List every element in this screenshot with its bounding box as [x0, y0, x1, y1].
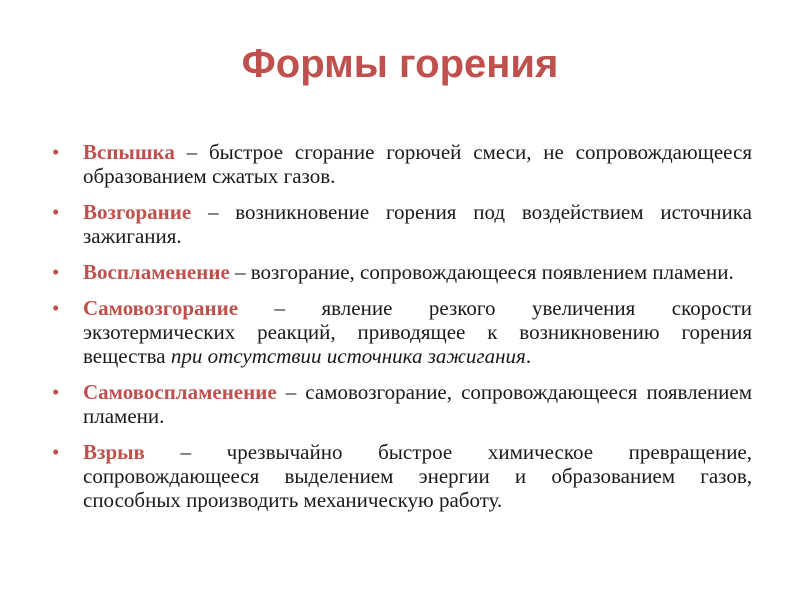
definition-list: [52, 140, 752, 524]
term: Вспышка: [83, 140, 175, 164]
bullet-icon: •: [52, 140, 60, 164]
list-item-flash: [52, 140, 752, 188]
definition: – чрезвычайно быстрое химическое превращение, сопровождающееся выделением энергии и образованием газов, способных производить механическую работу.: [83, 440, 752, 512]
definition: – быстрое сгорание горючей смеси, не сопровождающееся образованием сжатых газов.: [83, 140, 752, 188]
list-item-self-inflammation: [52, 380, 752, 428]
term: Взрыв: [83, 440, 145, 464]
term: Самовозгорание: [83, 296, 239, 320]
term: Возгорание: [83, 200, 192, 224]
bullet-icon: •: [52, 296, 60, 320]
list-item-inflammation: [52, 260, 752, 284]
bullet-icon: •: [52, 260, 60, 284]
bullet-icon: •: [52, 440, 60, 464]
list-item-explosion: [52, 440, 752, 512]
definition: – самовозгорание, сопровождающееся появлением пламени.: [83, 380, 752, 428]
bullet-icon: •: [52, 380, 60, 404]
definition: – возникновение горения под воздействием источника зажигания.: [83, 200, 752, 248]
list-item-ignition: [52, 200, 752, 248]
term: Воспламенение: [83, 260, 230, 284]
list-item-self-ignition: [52, 296, 752, 368]
slide-title: Формы горения: [241, 42, 559, 86]
bullet-icon: •: [52, 200, 60, 224]
emphasis: при отсутствии источника зажигания: [170, 344, 526, 368]
definition: – возгорание, сопровождающееся появлением пламени.: [229, 260, 734, 284]
definition-tail: .: [525, 344, 532, 368]
definition: – явление резкого увеличения скорости экзотермических реакций, приводящее к возникновению горения вещества: [83, 296, 752, 368]
term: Самовоспламенение: [83, 380, 277, 404]
